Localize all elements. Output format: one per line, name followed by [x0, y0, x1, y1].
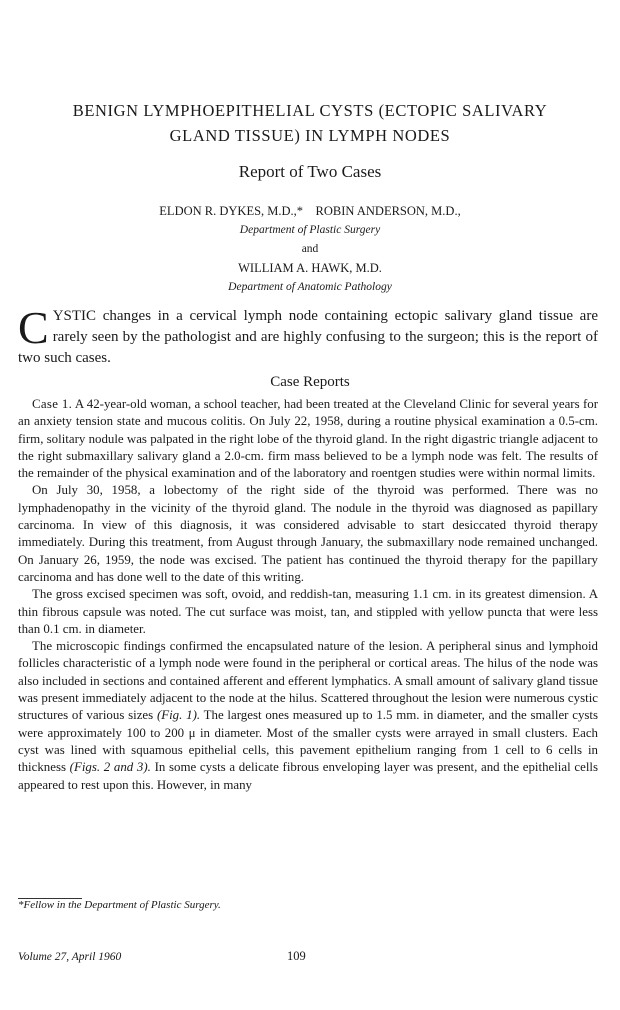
author-line-2: WILLIAM A. HAWK, M.D.	[238, 261, 382, 275]
author-department-2: Department of Anatomic Pathology	[228, 281, 392, 293]
author-block	[0, 202, 620, 297]
page-number: 109	[287, 949, 306, 963]
paragraph-text: In some cysts a delicate fibrous enveloping layer was present, and the epithelial cells appeared to rest upon this. However, in many	[18, 760, 599, 792]
article-title	[18, 98, 602, 148]
author-conjunction: and	[301, 243, 319, 255]
section-heading: Case Reports	[270, 374, 350, 390]
figure-reference: (Figs. 2 and 3).	[69, 760, 151, 775]
article-subtitle: Report of Two Cases	[238, 162, 382, 181]
body-paragraph: The gross excised specimen was soft, ovoid, and reddish-tan, measuring 1.1 cm. in its greatest dimension. A thin fibrous capsule was noted. The cut surface was moist, tan, and stippled with yellow puncta that were less than 0.1 cm. in diameter.	[18, 587, 598, 636]
paragraph-text: A 42-year-old woman, a school teacher, had been treated at the Cleveland Clinic for several years for an anxiety tension state and mucous colitis. On July 22, 1958, during a routine physical examination a 0.5-cm. firm, solitary nodule was palpated in the right lobe of the thyroid gland. In the right digastric triangle adjacent to the right submaxillary salivary gland a 2.0-cm. firm mass believed to be a lymph node was felt. The results of the remainder of the physical examination and of the laboratory and roentgen studies were within normal limits.	[18, 397, 598, 481]
body-paragraph	[18, 638, 598, 794]
body-paragraph	[18, 396, 598, 482]
footnote: *Fellow in the Department of Plastic Surgery.	[18, 899, 221, 911]
figure-reference: (Fig. 1).	[156, 708, 201, 723]
body-paragraph: On July 30, 1958, a lobectomy of the right side of the thyroid was performed. There was no lymphadenopathy in the vicinity of the thyroid gland. The nodule in the thyroid was diagnosed as papillary carcinoma. In view of this diagnosis, it was considered advisable to start desiccated thyroid therapy immediately. During this treatment, from August through January, the submaxillary node remained unchanged. On January 26, 1959, the node was excised. The patient has continued the thyroid therapy for the papillary carcinoma and has done well to the date of this writing.	[18, 483, 598, 584]
drop-cap: C	[18, 302, 49, 353]
journal-volume-date: Volume 27, April 1960	[18, 951, 122, 963]
article-title-line-1: BENIGN LYMPHOEPITHELIAL CYSTS (ECTOPIC SALIVARY	[72, 101, 548, 120]
paragraph-text: The largest ones measured up to 1.5 mm. in diameter, and the smaller cysts were approximately 100 to 200 μ in diameter. Most of the smaller cysts were arrayed in small clusters. Each cyst was lined with squamous epithelial cells, this pavement epithelium ranging from 1 cell to 6 cells in thickness	[18, 708, 599, 775]
paragraph-text: The microscopic findings confirmed the encapsulated nature of the lesion. A peripheral sinus and lymphoid follicles characteristic of a lymph node were found in the peripheral or cortical areas. The hilus of the node was also included in sections and contained afferent and efferent lymphatics. A small amount of salivary gland tissue was present immediately adjacent to the node at the hilus. Scattered throughout the lesion were numerous cystic structures of various sizes	[18, 639, 598, 723]
lead-paragraph	[18, 302, 598, 369]
article-body	[18, 396, 598, 794]
author-line-1: ELDON R. DYKES, M.D.,* ROBIN ANDERSON, M.D.,	[159, 204, 461, 218]
lead-text: YSTIC changes in a cervical lymph node containing ectopic salivary gland tissue are rarely seen by the pathologist and are highly confusing to the surgeon; this is the report of two such cases.	[18, 308, 598, 366]
author-department-1: Department of Plastic Surgery	[239, 224, 381, 236]
case-label: Case 1.	[32, 397, 73, 411]
article-title-line-2: GLAND TISSUE) IN LYMPH NODES	[169, 126, 451, 145]
